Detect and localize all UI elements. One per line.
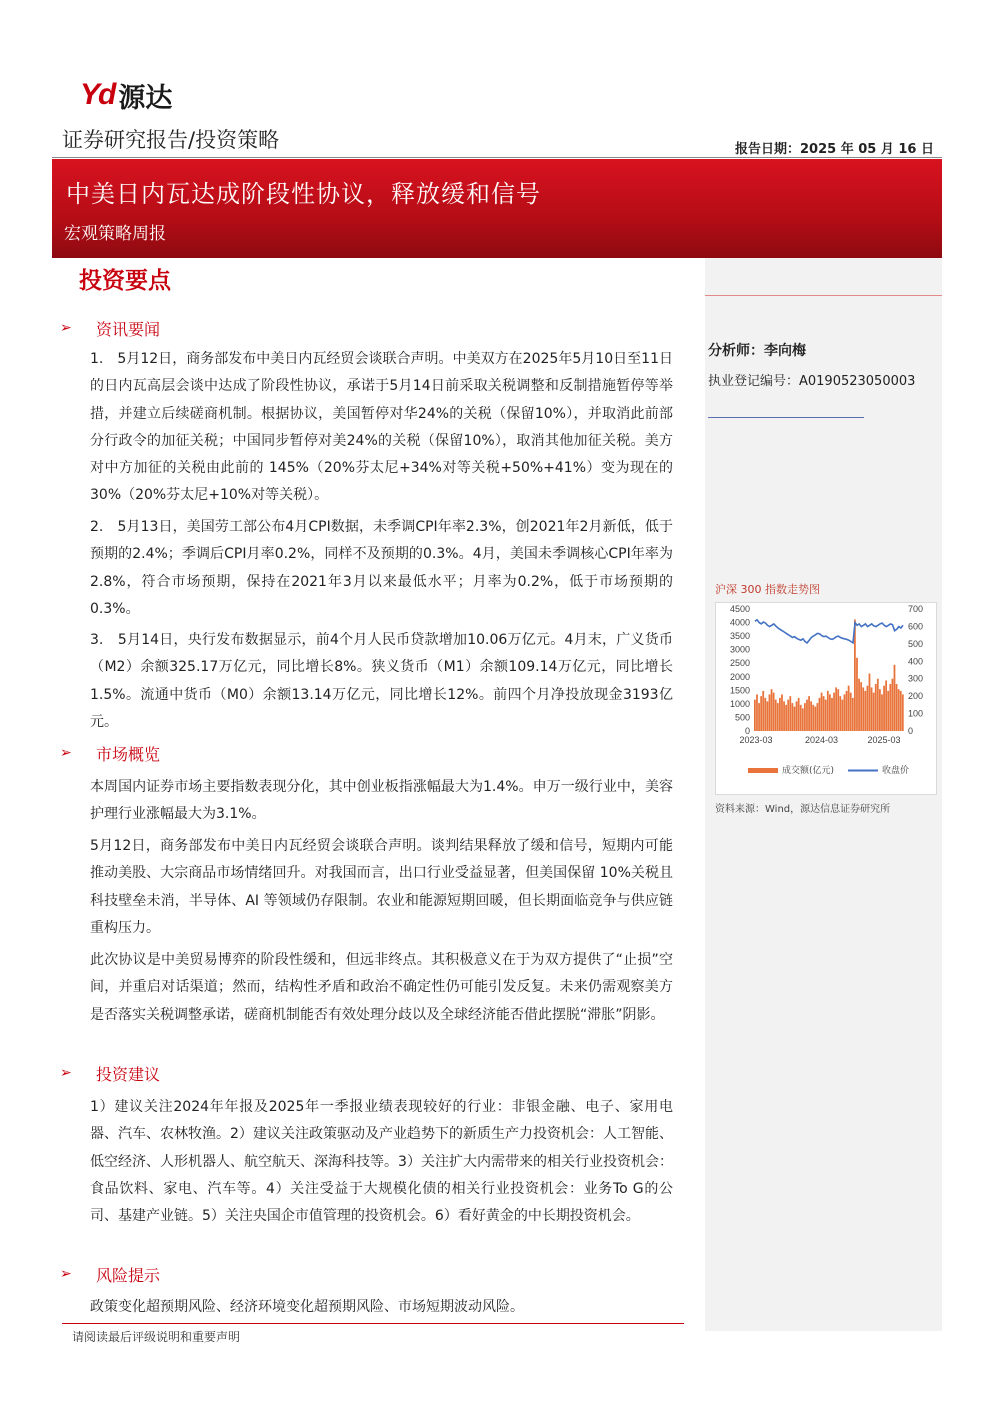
volume-bar [764, 698, 766, 731]
volume-bar [887, 691, 889, 731]
volume-bar [842, 700, 844, 731]
volume-bar [839, 696, 841, 731]
volume-bar [819, 698, 821, 731]
chart-title: 沪深 300 指数走势图 [715, 583, 820, 596]
right-axis-tick-label: 500 [908, 638, 924, 649]
volume-bar [875, 684, 877, 731]
x-axis-tick-label: 2024-03 [804, 735, 839, 745]
volume-bar [881, 694, 883, 731]
document-type: 证券研究报告/投资策略 [62, 128, 280, 152]
logo-mark: Yd [80, 78, 115, 111]
logo-text: 源达 [118, 82, 173, 114]
volume-bar [860, 682, 862, 731]
volume-bar [856, 658, 858, 731]
volume-bar [817, 703, 819, 731]
series-line-close [755, 620, 903, 643]
volume-bar [760, 696, 762, 731]
volume-bar [787, 700, 789, 731]
left-axis-tick-label: 1000 [729, 698, 750, 709]
volume-bar [789, 696, 791, 731]
volume-bar [792, 703, 794, 731]
volume-bar [781, 694, 783, 731]
right-axis-tick-label: 600 [908, 621, 924, 632]
report-date: 报告日期：2025 年 05 月 16 日 [735, 142, 934, 157]
volume-bar [769, 694, 771, 731]
right-axis-tick-label: 300 [908, 673, 924, 684]
volume-bar [873, 693, 875, 731]
legend-label-close: 收盘价 [882, 766, 910, 776]
volume-bar [767, 701, 769, 731]
volume-bar [775, 700, 777, 731]
volume-bar [821, 693, 823, 731]
volume-bar [852, 698, 854, 731]
volume-bar [796, 701, 798, 731]
volume-bar [785, 705, 787, 731]
volume-bar [810, 701, 812, 731]
left-axis-tick-label: 4000 [729, 617, 750, 628]
volume-bar [800, 705, 802, 731]
section-title: 投资建议 [96, 1064, 161, 1084]
volume-bar [898, 689, 900, 731]
volume-bar [779, 698, 781, 731]
volume-bar [804, 703, 806, 731]
volume-bar [771, 689, 773, 731]
section-title: 风险提示 [96, 1265, 161, 1285]
footer-disclaimer: 请阅读最后评级说明和重要声明 [72, 1330, 241, 1344]
volume-bar [777, 703, 779, 731]
volume-bar [858, 679, 860, 731]
chart-source: 资料来源：Wind，源达信息证券研究所 [715, 804, 891, 815]
volume-bar [871, 687, 873, 731]
volume-bar [879, 689, 881, 731]
volume-bar [867, 686, 869, 731]
section-title: 资讯要闻 [96, 319, 161, 339]
market-paragraph-1: 本周国内证券市场主要指数表现分化，其中创业板指涨幅最大为1.4%。申万一级行业中，美容护理行业涨幅最大为3.1%。 [90, 779, 673, 823]
left-axis-tick-label: 1500 [729, 685, 750, 696]
volume-bar [812, 705, 814, 731]
market-paragraph-2: 5月12日，商务部发布中美日内瓦经贸会谈联合声明。谈判结果释放了缓和信号，短期内可能推动美股、大宗商品市场情绪回升。对我国而言，出口行业受益显著，但美国保留 10%关税且科技壁垒未消，半导体、AI 等领域仍存限制。农业和能源短期回暖，但长期面临竞争与供应链重构压力。 [90, 838, 673, 936]
left-axis-tick-label: 2500 [729, 658, 750, 669]
x-axis-tick-label: 2023-03 [739, 735, 773, 745]
volume-bar [758, 703, 760, 731]
volume-bar [900, 691, 902, 731]
volume-bar [894, 665, 896, 731]
right-axis-tick-label: 200 [908, 691, 924, 702]
volume-bar [850, 693, 852, 731]
volume-bar [846, 691, 848, 731]
volume-bar [762, 691, 764, 731]
analyst-license: 执业登记编号：A0190523050003 [708, 374, 916, 389]
index-chart-svg [716, 603, 938, 796]
section-header-market [60, 741, 680, 765]
news-paragraph-3: 3. 5月14日，央行发布数据显示，前4个月人民币贷款增加10.06万亿元。4月末，广义货币（M2）余额325.17万亿元，同比增长8%。狭义货币（M1）余额109.14万亿元，同比增长1.5%。流通中货币（M0）余额13.14万亿元，同比增长12%。前四个月净投放现金3193亿元。 [90, 632, 673, 730]
volume-bar [848, 686, 850, 731]
news-paragraph-2: 2. 5月13日，美国劳工部公布4月CPI数据，未季调CPI年率2.3%，创2021年2月新低，低于预期的2.4%；季调后CPI月率0.2%，同样不及预期的0.3%。4月，美国未季调核心CPI年率为2.8%，符合市场预期，保持在2021年3月以来最低水平；月率为0.2%，低于市场预期的0.3%。 [90, 519, 673, 617]
sidebar [705, 258, 942, 1331]
volume-bar [827, 691, 829, 731]
volume-bar [877, 679, 879, 731]
volume-bar [885, 680, 887, 731]
volume-bar [783, 701, 785, 731]
chevron-right-icon: ➢ [60, 1266, 72, 1282]
chevron-right-icon: ➢ [60, 1065, 72, 1081]
right-axis-tick-label: 100 [908, 708, 924, 719]
volume-bar [825, 700, 827, 731]
sidebar-divider-top [705, 295, 942, 296]
section-header-news [60, 316, 680, 340]
volume-bar [823, 696, 825, 731]
volume-bar [833, 693, 835, 731]
volume-bar [802, 708, 804, 731]
right-axis-tick-label: 700 [908, 604, 924, 614]
left-axis-tick-label: 3500 [729, 631, 750, 642]
volume-bar [829, 694, 831, 731]
left-axis-tick-label: 2000 [729, 671, 750, 682]
advice-paragraph: 1）建议关注2024年年报及2025年一季报业绩表现较好的行业：非银金融、电子、家用电器、汽车、农林牧渔。2）建议关注政策驱动及产业趋势下的新质生产力投资机会：人工智能、低空经济、人形机器人、航空航天、深海科技等。3）关注扩大内需带来的相关行业投资机会：食品饮料、家电、汽车等。4）关注受益于大规模化债的相关行业投资机会：业务To G的公司、基建产业链。5）关注央国企市值管理的投资机会。6）看好黄金的中长期投资机会。 [90, 1099, 673, 1225]
volume-bar [756, 694, 758, 731]
legend-swatch-volume [748, 768, 778, 773]
volume-bar [892, 679, 894, 731]
sidebar-divider [708, 417, 864, 418]
volume-bar [754, 700, 756, 731]
title-banner [52, 159, 942, 258]
volume-bar [869, 673, 871, 731]
volume-bar [773, 693, 775, 731]
report-subtitle: 宏观策略周报 [64, 224, 166, 244]
volume-bar [896, 684, 898, 731]
footer-divider [62, 1323, 684, 1324]
volume-bar [831, 698, 833, 731]
analyst-name: 分析师：李向梅 [708, 343, 806, 359]
section-header-advice [60, 1061, 680, 1085]
risk-paragraph: 政策变化超预期风险、经济环境变化超预期风险、市场短期波动风险。 [90, 1299, 524, 1315]
news-paragraph-1: 1. 5月12日，商务部发布中美日内瓦经贸会谈联合声明。中美双方在2025年5月10日至11日的日内瓦高层会谈中达成了阶段性协议，承诺于5月14日前采取关税调整和反制措施暂停等举措，并建立后续磋商机制。根据协议，美国暂停对华24%的关税（保留10%），并取消此前部分行政令的加征关税；中国同步暂停对美24%的关税（保留10%），取消其他加征关税。美方对中方加征的关税由此前的 145%（20%芬太尼+34%对等关税+50%+41%）变为现在的 30%（20%芬太尼+10%对等关税）。 [90, 351, 673, 504]
right-axis-tick-label: 400 [908, 656, 924, 667]
chevron-right-icon: ➢ [60, 745, 72, 761]
section-header-risk [60, 1262, 680, 1286]
x-axis-tick-label: 2025-03 [867, 735, 901, 745]
volume-bar [902, 694, 904, 731]
chevron-right-icon: ➢ [60, 320, 72, 336]
volume-bar [794, 707, 796, 731]
volume-bar [814, 707, 816, 731]
volume-bar [862, 687, 864, 731]
report-title: 中美日内瓦达成阶段性协议，释放缓和信号 [66, 180, 541, 208]
volume-bar [806, 700, 808, 731]
section-title: 市场概览 [96, 744, 161, 764]
left-axis-tick-label: 500 [734, 712, 750, 723]
brand-logo [80, 78, 172, 112]
header-divider [52, 157, 942, 158]
left-axis-tick-label: 0 [744, 726, 750, 736]
volume-bar [883, 686, 885, 731]
volume-bar [808, 696, 810, 731]
volume-bar [798, 698, 800, 731]
volume-bar [889, 684, 891, 731]
left-axis-tick-label: 3000 [729, 644, 750, 655]
volume-bar [835, 687, 837, 731]
index-chart [715, 602, 937, 795]
left-axis-tick-label: 4500 [729, 604, 750, 614]
volume-bar [844, 694, 846, 731]
key-points-heading: 投资要点 [79, 268, 171, 294]
volume-bar [837, 689, 839, 731]
volume-bar [864, 691, 866, 731]
market-paragraph-3: 此次协议是中美贸易博弈的阶段性缓和，但远非终点。其积极意义在于为双方提供了“止损”空间，并重启对话渠道；然而，结构性矛盾和政治不确定性仍可能引发反复。未来仍需观察美方是否落实关税调整承诺，磋商机制能否有效处理分歧以及全球经济能否借此摆脱“滞胀”阴影。 [90, 952, 673, 1023]
legend-label-volume: 成交额(亿元) [782, 766, 835, 776]
right-axis-tick-label: 0 [908, 726, 914, 736]
